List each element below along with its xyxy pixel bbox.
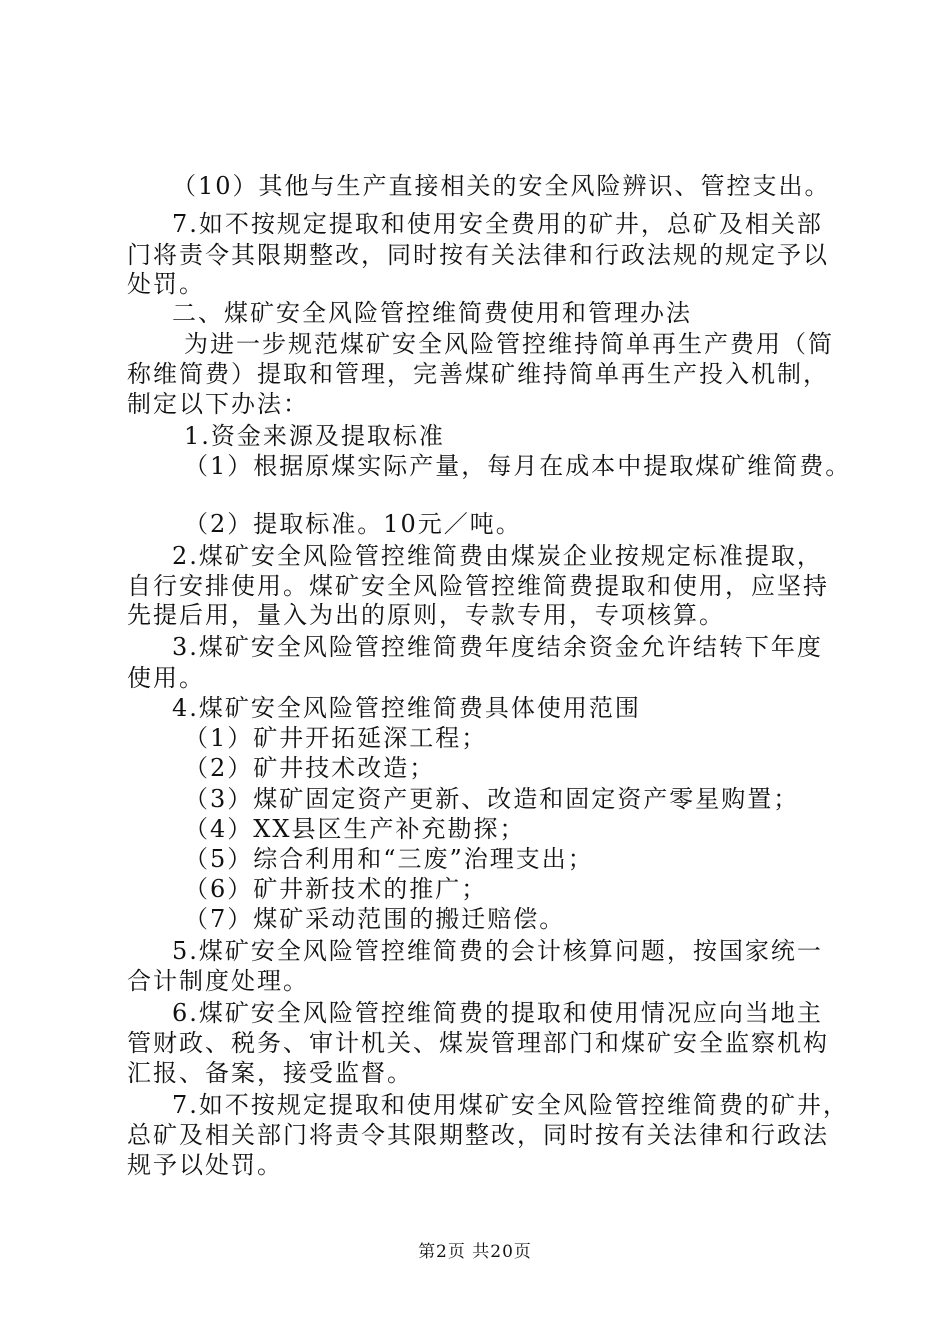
subsection-heading: 4.煤矿安全风险管控维简费具体使用范围 — [172, 694, 641, 722]
list-item: （5）综合利用和“三废”治理支出； — [184, 845, 594, 873]
list-item: （3）煤矿固定资产更新、改造和固定资产零星购置； — [184, 785, 800, 813]
text-line: 7.如不按规定提取和使用煤矿安全风险管控维简费的矿井， — [172, 1091, 849, 1119]
text-line: 称维简费）提取和管理，完善煤矿维持简单再生产投入机制， — [127, 360, 829, 388]
text-line: 规予以处罚。 — [127, 1151, 283, 1179]
text-line: （2）提取标准。10元／吨。 — [184, 510, 522, 538]
text-line: 7.如不按规定提取和使用安全费用的矿井，总矿及相关部 — [172, 210, 823, 238]
list-item: （6）矿井新技术的推广； — [184, 875, 488, 903]
text-line: 总矿及相关部门将责令其限期整改，同时按有关法律和行政法 — [127, 1121, 829, 1149]
text-line: 先提后用，量入为出的原则，专款专用，专项核算。 — [127, 601, 725, 629]
text-line: 合计制度处理。 — [127, 967, 309, 995]
list-item: （4）XX县区生产补充勘探； — [184, 815, 526, 843]
text-line: 为进一步规范煤矿安全风险管控维持简单再生产费用（简 — [184, 330, 834, 358]
text-line: 6.煤矿安全风险管控维简费的提取和使用情况应向当地主 — [172, 999, 823, 1027]
text-line: 3.煤矿安全风险管控维简费年度结余资金允许结转下年度 — [172, 633, 823, 661]
list-item: （2）矿井技术改造； — [184, 754, 436, 782]
list-item: （1）矿井开拓延深工程； — [184, 724, 488, 752]
text-line: （1）根据原煤实际产量，每月在成本中提取煤矿维简费。 — [184, 452, 852, 480]
page-number-footer: 第2页 共20页 — [418, 1242, 532, 1262]
text-line: （10）其他与生产直接相关的安全风险辨识、管控支出。 — [172, 172, 831, 200]
list-item: （7）煤矿采动范围的搬迁赔偿。 — [184, 905, 566, 933]
text-line: 5.煤矿安全风险管控维简费的会计核算问题，按国家统一 — [172, 937, 823, 965]
text-line: 制定以下办法： — [127, 390, 309, 418]
section-heading: 二、煤矿安全风险管控维简费使用和管理办法 — [172, 299, 692, 327]
text-line: 汇报、备案，接受监督。 — [127, 1059, 413, 1087]
subsection-heading: 1.资金来源及提取标准 — [184, 422, 445, 450]
text-line: 使用。 — [127, 664, 205, 692]
text-line: 处罚。 — [127, 270, 205, 298]
text-line: 门将责令其限期整改，同时按有关法律和行政法规的规定予以 — [127, 241, 829, 269]
text-line: 2.煤矿安全风险管控维简费由煤炭企业按规定标准提取， — [172, 542, 823, 570]
text-line: 自行安排使用。煤矿安全风险管控维简费提取和使用，应坚持 — [127, 572, 829, 600]
text-line: 管财政、税务、审计机关、煤炭管理部门和煤矿安全监察机构 — [127, 1029, 829, 1057]
